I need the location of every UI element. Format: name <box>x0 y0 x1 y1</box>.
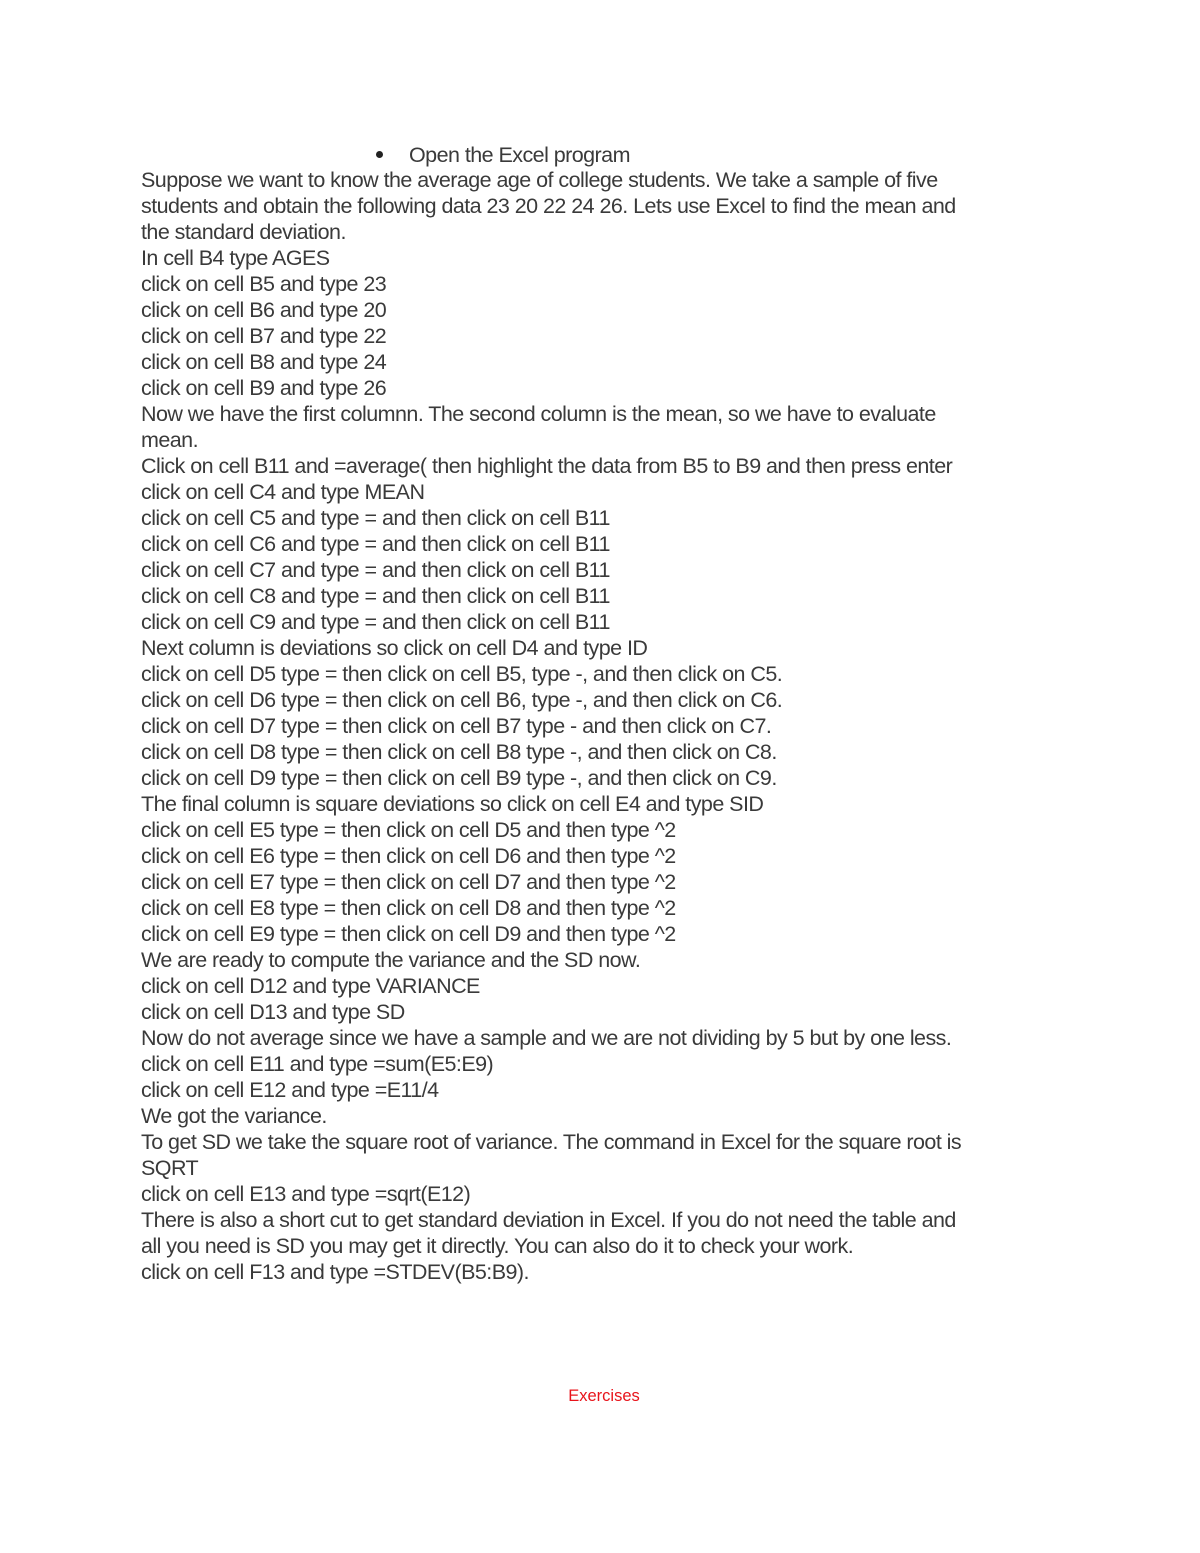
instruction-line: click on cell B9 and type 26 <box>141 376 387 400</box>
instruction-line: click on cell D8 type = then click on cell B8 type -, and then click on C8. <box>141 740 777 764</box>
instruction-line: click on cell E8 type = then click on cell D8 and then type ^2 <box>141 896 676 920</box>
instruction-line: click on cell B6 and type 20 <box>141 298 387 322</box>
instruction-line: click on cell D12 and type VARIANCE <box>141 974 480 998</box>
instruction-line: click on cell E5 type = then click on cell D5 and then type ^2 <box>141 818 676 842</box>
instruction-line: click on cell B7 and type 22 <box>141 324 387 348</box>
instruction-line: the standard deviation. <box>141 220 346 244</box>
instruction-line: click on cell D5 type = then click on cell B5, type -, and then click on C5. <box>141 662 783 686</box>
instruction-line: click on cell C7 and type = and then click on cell B11 <box>141 558 610 582</box>
instruction-line: students and obtain the following data 23 20 22 24 26. Lets use Excel to find the mean and <box>141 194 956 218</box>
instruction-line: Next column is deviations so click on cell D4 and type ID <box>141 636 648 660</box>
instruction-line: click on cell E11 and type =sum(E5:E9) <box>141 1052 494 1076</box>
instruction-line: click on cell C6 and type = and then click on cell B11 <box>141 532 610 556</box>
instruction-line: click on cell C5 and type = and then click on cell B11 <box>141 506 610 530</box>
instruction-line: The final column is square deviations so click on cell E4 and type SID <box>141 792 764 816</box>
instruction-line: all you need is SD you may get it directly. You can also do it to check your work. <box>141 1234 854 1258</box>
instruction-line: click on cell C4 and type MEAN <box>141 480 425 504</box>
instruction-line: click on cell D7 type = then click on cell B7 type - and then click on C7. <box>141 714 772 738</box>
instructions-body <box>141 167 1081 1285</box>
instruction-line: click on cell E12 and type =E11/4 <box>141 1078 439 1102</box>
bullet-list-item <box>376 142 630 168</box>
exercises-heading: Exercises <box>568 1387 640 1405</box>
instruction-line: click on cell D13 and type SD <box>141 1000 405 1024</box>
instruction-line: SQRT <box>141 1156 199 1180</box>
bullet-text: Open the Excel program <box>409 143 630 167</box>
instruction-line: We got the variance. <box>141 1104 327 1128</box>
instruction-line: In cell B4 type AGES <box>141 246 330 270</box>
instruction-line: click on cell E7 type = then click on cell D7 and then type ^2 <box>141 870 676 894</box>
instruction-line: click on cell B8 and type 24 <box>141 350 387 374</box>
instruction-line: click on cell B5 and type 23 <box>141 272 387 296</box>
instruction-line: Suppose we want to know the average age of college students. We take a sample of five <box>141 168 938 192</box>
instruction-line: click on cell C9 and type = and then click on cell B11 <box>141 610 610 634</box>
instruction-line: There is also a short cut to get standard deviation in Excel. If you do not need the table and <box>141 1208 956 1232</box>
instruction-line: click on cell E13 and type =sqrt(E12) <box>141 1182 471 1206</box>
instruction-line: Now do not average since we have a sample and we are not dividing by 5 but by one less. <box>141 1026 952 1050</box>
instruction-line: click on cell E6 type = then click on cell D6 and then type ^2 <box>141 844 676 868</box>
instruction-line: click on cell D9 type = then click on cell B9 type -, and then click on C9. <box>141 766 777 790</box>
instruction-line: click on cell C8 and type = and then click on cell B11 <box>141 584 610 608</box>
instruction-line: To get SD we take the square root of variance. The command in Excel for the square root is <box>141 1130 962 1154</box>
instruction-line: Click on cell B11 and =average( then highlight the data from B5 to B9 and then press enter <box>141 454 953 478</box>
bullet-icon <box>376 151 383 158</box>
instruction-line: click on cell E9 type = then click on cell D9 and then type ^2 <box>141 922 676 946</box>
instruction-line: Now we have the first columnn. The second column is the mean, so we have to evaluate <box>141 402 936 426</box>
instruction-line: mean. <box>141 428 199 452</box>
instruction-line: click on cell D6 type = then click on cell B6, type -, and then click on C6. <box>141 688 783 712</box>
instruction-line: We are ready to compute the variance and the SD now. <box>141 948 641 972</box>
instruction-line: click on cell F13 and type =STDEV(B5:B9). <box>141 1260 529 1284</box>
